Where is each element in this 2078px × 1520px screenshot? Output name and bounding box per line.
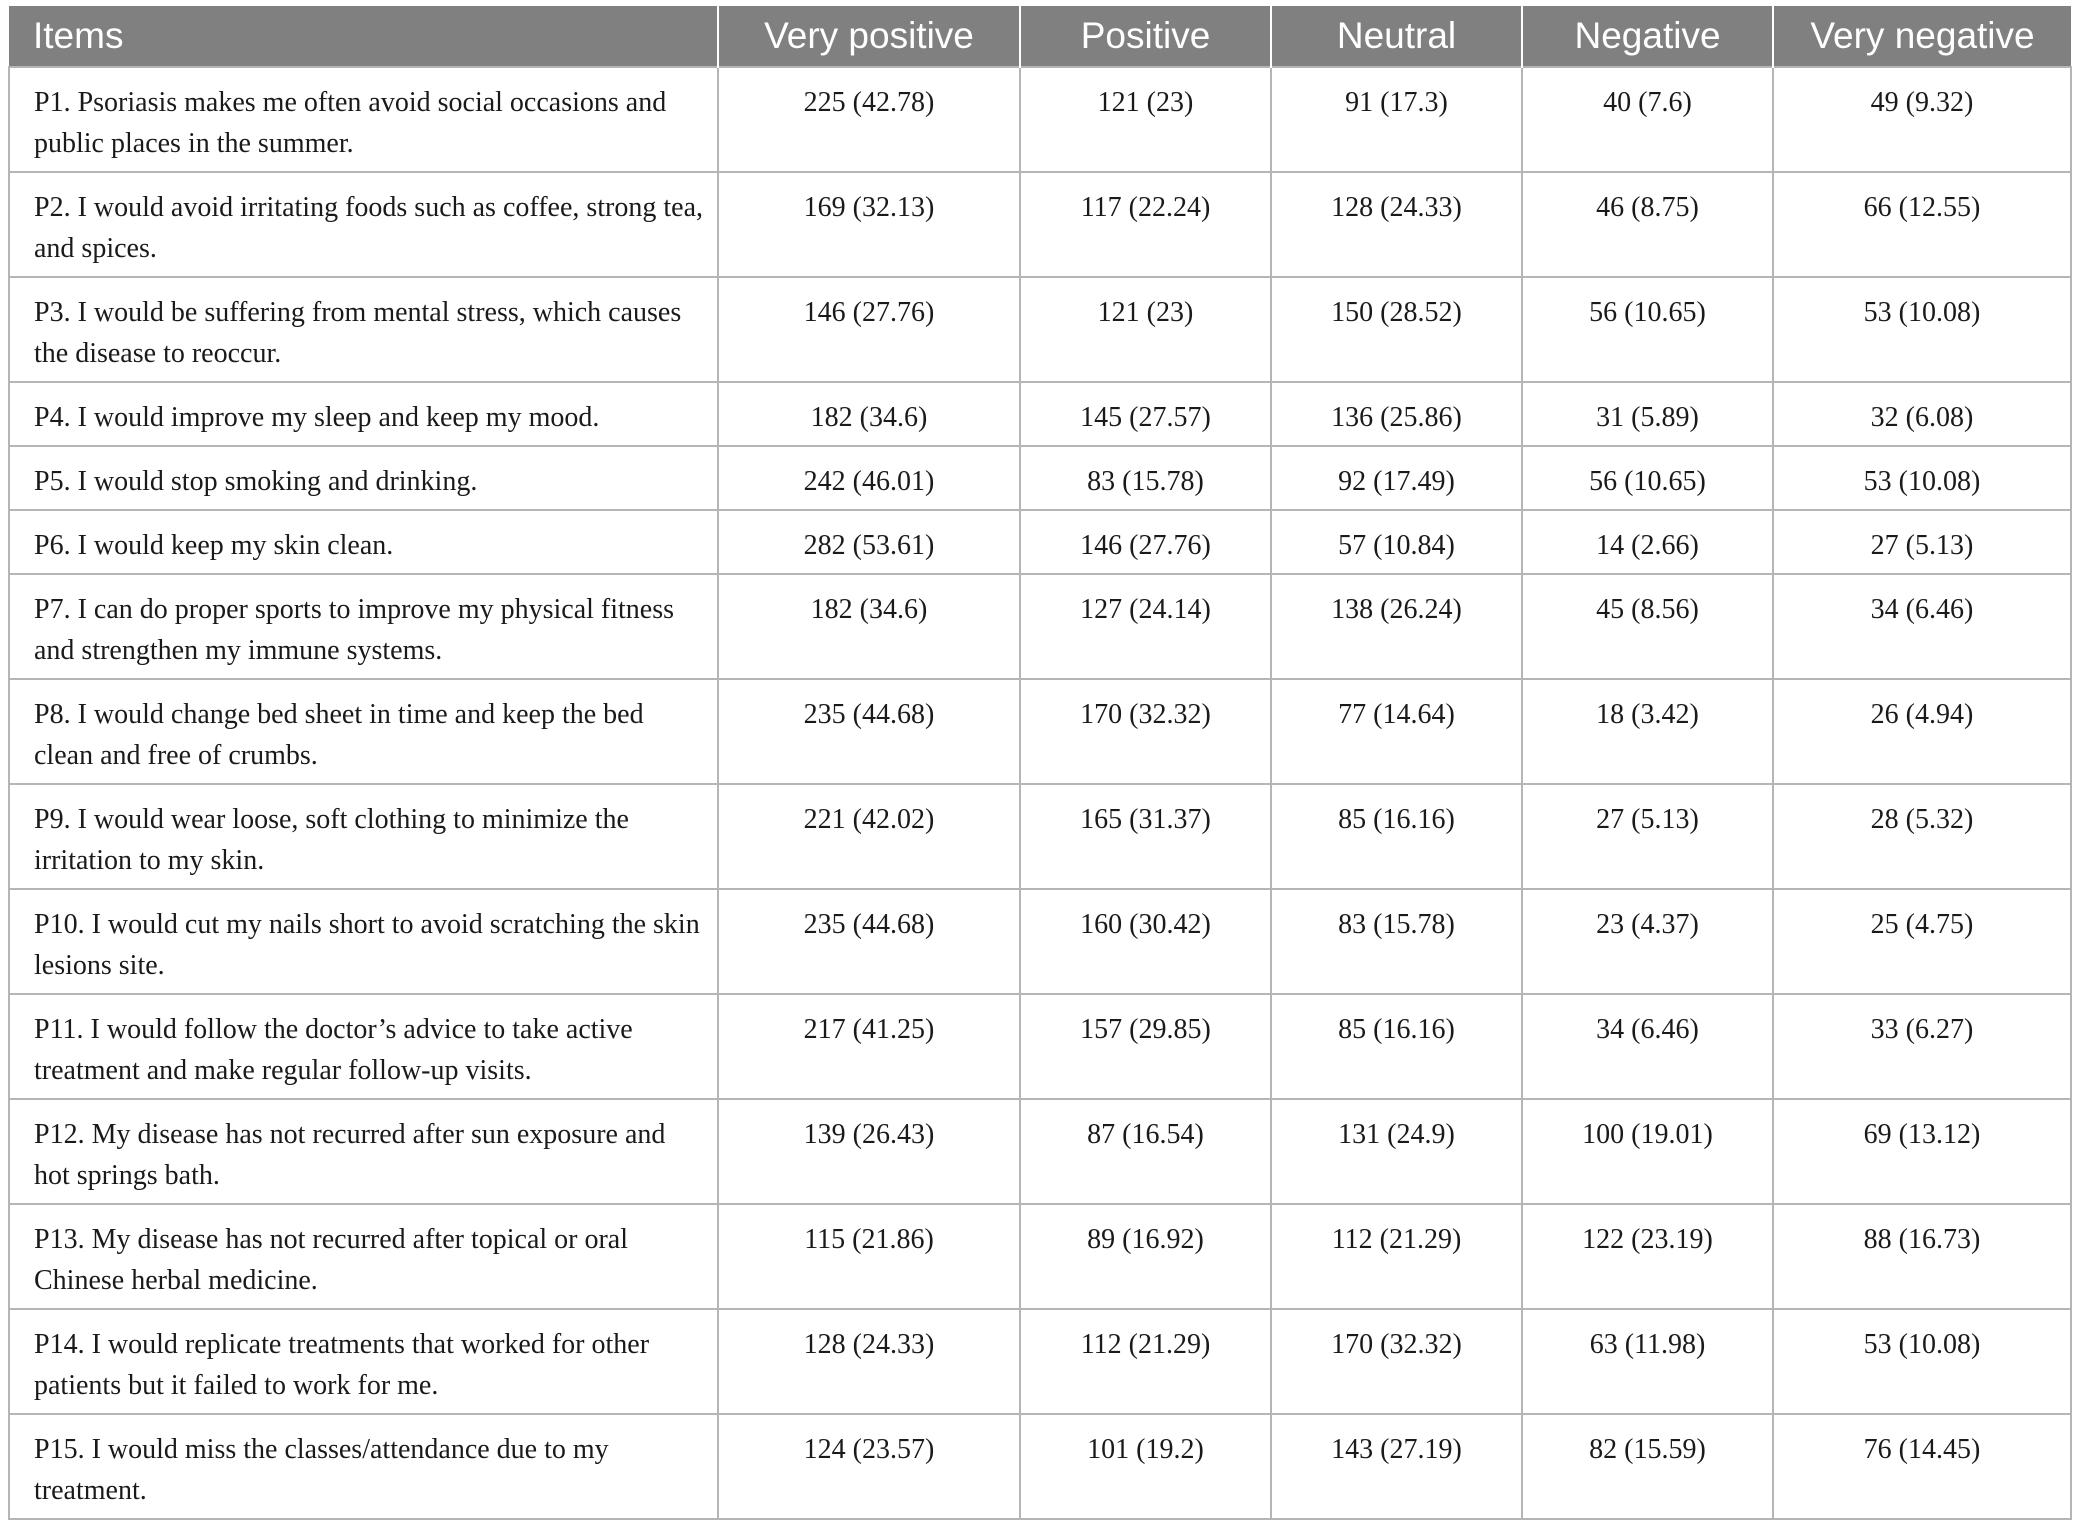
header-row: [9, 6, 2071, 67]
cell-very-positive: 282 (53.61): [718, 510, 1020, 574]
cell-very-positive: 182 (34.6): [718, 382, 1020, 446]
item-text: P10. I would cut my nails short to avoid scratching the skin lesions site.: [9, 889, 718, 994]
item-text: P3. I would be suffering from mental stress, which causes the disease to reoccur.: [9, 277, 718, 382]
cell-positive: 121 (23): [1020, 277, 1271, 382]
cell-negative: 45 (8.56): [1522, 574, 1773, 679]
cell-very-negative: 53 (10.08): [1773, 1309, 2071, 1414]
cell-negative: 122 (23.19): [1522, 1204, 1773, 1309]
table-row: [9, 277, 2071, 382]
cell-very-negative: 53 (10.08): [1773, 277, 2071, 382]
cell-neutral: 57 (10.84): [1271, 510, 1522, 574]
header-items: Items: [9, 6, 718, 67]
cell-negative: 34 (6.46): [1522, 994, 1773, 1099]
cell-very-positive: 242 (46.01): [718, 446, 1020, 510]
header-very-negative: Very negative: [1773, 6, 2071, 67]
table-row: [9, 889, 2071, 994]
cell-positive: 89 (16.92): [1020, 1204, 1271, 1309]
cell-very-positive: 169 (32.13): [718, 172, 1020, 277]
cell-negative: 63 (11.98): [1522, 1309, 1773, 1414]
cell-neutral: 131 (24.9): [1271, 1099, 1522, 1204]
cell-positive: 112 (21.29): [1020, 1309, 1271, 1414]
cell-neutral: 85 (16.16): [1271, 784, 1522, 889]
table-row: [9, 1414, 2071, 1519]
cell-neutral: 170 (32.32): [1271, 1309, 1522, 1414]
item-text: P14. I would replicate treatments that worked for other patients but it failed to work for me.: [9, 1309, 718, 1414]
table-body: [9, 67, 2071, 1519]
table-header: [9, 6, 2071, 67]
cell-positive: 157 (29.85): [1020, 994, 1271, 1099]
cell-very-negative: 76 (14.45): [1773, 1414, 2071, 1519]
item-text: P9. I would wear loose, soft clothing to minimize the irritation to my skin.: [9, 784, 718, 889]
item-text: P1. Psoriasis makes me often avoid social occasions and public places in the summer.: [9, 67, 718, 172]
cell-very-positive: 221 (42.02): [718, 784, 1020, 889]
table-row: [9, 1309, 2071, 1414]
cell-negative: 40 (7.6): [1522, 67, 1773, 172]
cell-positive: 117 (22.24): [1020, 172, 1271, 277]
table-row: [9, 784, 2071, 889]
item-text: P15. I would miss the classes/attendance due to my treatment.: [9, 1414, 718, 1519]
cell-negative: 23 (4.37): [1522, 889, 1773, 994]
cell-very-negative: 27 (5.13): [1773, 510, 2071, 574]
cell-very-positive: 146 (27.76): [718, 277, 1020, 382]
table-row: [9, 172, 2071, 277]
cell-very-negative: 32 (6.08): [1773, 382, 2071, 446]
cell-neutral: 91 (17.3): [1271, 67, 1522, 172]
cell-very-positive: 235 (44.68): [718, 679, 1020, 784]
item-text: P5. I would stop smoking and drinking.: [9, 446, 718, 510]
cell-very-positive: 139 (26.43): [718, 1099, 1020, 1204]
cell-very-positive: 225 (42.78): [718, 67, 1020, 172]
cell-very-positive: 235 (44.68): [718, 889, 1020, 994]
cell-very-positive: 115 (21.86): [718, 1204, 1020, 1309]
cell-negative: 100 (19.01): [1522, 1099, 1773, 1204]
cell-very-positive: 124 (23.57): [718, 1414, 1020, 1519]
item-text: P7. I can do proper sports to improve my physical fitness and strengthen my immune systems.: [9, 574, 718, 679]
cell-very-negative: 69 (13.12): [1773, 1099, 2071, 1204]
table-row: [9, 1099, 2071, 1204]
item-text: P8. I would change bed sheet in time and keep the bed clean and free of crumbs.: [9, 679, 718, 784]
item-text: P11. I would follow the doctor’s advice to take active treatment and make regular follow-up visits.: [9, 994, 718, 1099]
cell-very-positive: 128 (24.33): [718, 1309, 1020, 1414]
cell-positive: 160 (30.42): [1020, 889, 1271, 994]
cell-positive: 170 (32.32): [1020, 679, 1271, 784]
table-row: [9, 574, 2071, 679]
cell-very-positive: 217 (41.25): [718, 994, 1020, 1099]
cell-positive: 87 (16.54): [1020, 1099, 1271, 1204]
cell-negative: 18 (3.42): [1522, 679, 1773, 784]
cell-very-positive: 182 (34.6): [718, 574, 1020, 679]
item-text: P2. I would avoid irritating foods such as coffee, strong tea, and spices.: [9, 172, 718, 277]
table-row: [9, 994, 2071, 1099]
item-text: P4. I would improve my sleep and keep my mood.: [9, 382, 718, 446]
cell-neutral: 92 (17.49): [1271, 446, 1522, 510]
header-neutral: Neutral: [1271, 6, 1522, 67]
cell-neutral: 138 (26.24): [1271, 574, 1522, 679]
cell-negative: 82 (15.59): [1522, 1414, 1773, 1519]
header-negative: Negative: [1522, 6, 1773, 67]
survey-responses-table: [8, 6, 2072, 1520]
table-row: [9, 382, 2071, 446]
cell-neutral: 150 (28.52): [1271, 277, 1522, 382]
table-row: [9, 67, 2071, 172]
cell-neutral: 136 (25.86): [1271, 382, 1522, 446]
table-container: [8, 6, 2070, 1520]
header-very-positive: Very positive: [718, 6, 1020, 67]
cell-negative: 56 (10.65): [1522, 446, 1773, 510]
cell-very-negative: 33 (6.27): [1773, 994, 2071, 1099]
table-row: [9, 510, 2071, 574]
cell-neutral: 128 (24.33): [1271, 172, 1522, 277]
cell-neutral: 112 (21.29): [1271, 1204, 1522, 1309]
cell-very-negative: 26 (4.94): [1773, 679, 2071, 784]
cell-negative: 27 (5.13): [1522, 784, 1773, 889]
header-positive: Positive: [1020, 6, 1271, 67]
table-row: [9, 446, 2071, 510]
cell-neutral: 77 (14.64): [1271, 679, 1522, 784]
item-text: P12. My disease has not recurred after sun exposure and hot springs bath.: [9, 1099, 718, 1204]
cell-very-negative: 28 (5.32): [1773, 784, 2071, 889]
item-text: P6. I would keep my skin clean.: [9, 510, 718, 574]
cell-positive: 83 (15.78): [1020, 446, 1271, 510]
cell-very-negative: 25 (4.75): [1773, 889, 2071, 994]
cell-positive: 101 (19.2): [1020, 1414, 1271, 1519]
cell-negative: 46 (8.75): [1522, 172, 1773, 277]
table-row: [9, 679, 2071, 784]
cell-neutral: 143 (27.19): [1271, 1414, 1522, 1519]
cell-positive: 145 (27.57): [1020, 382, 1271, 446]
cell-very-negative: 53 (10.08): [1773, 446, 2071, 510]
table-row: [9, 1204, 2071, 1309]
cell-very-negative: 66 (12.55): [1773, 172, 2071, 277]
item-text: P13. My disease has not recurred after topical or oral Chinese herbal medicine.: [9, 1204, 718, 1309]
cell-positive: 146 (27.76): [1020, 510, 1271, 574]
cell-positive: 121 (23): [1020, 67, 1271, 172]
cell-negative: 31 (5.89): [1522, 382, 1773, 446]
cell-negative: 14 (2.66): [1522, 510, 1773, 574]
cell-very-negative: 34 (6.46): [1773, 574, 2071, 679]
cell-neutral: 83 (15.78): [1271, 889, 1522, 994]
cell-neutral: 85 (16.16): [1271, 994, 1522, 1099]
cell-negative: 56 (10.65): [1522, 277, 1773, 382]
cell-very-negative: 49 (9.32): [1773, 67, 2071, 172]
cell-positive: 127 (24.14): [1020, 574, 1271, 679]
cell-very-negative: 88 (16.73): [1773, 1204, 2071, 1309]
cell-positive: 165 (31.37): [1020, 784, 1271, 889]
